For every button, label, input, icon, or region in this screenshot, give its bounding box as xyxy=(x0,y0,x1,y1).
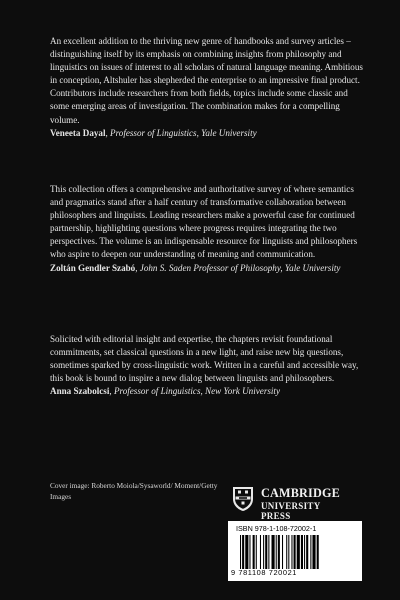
barcode xyxy=(238,535,354,569)
barcode-bar xyxy=(245,535,248,569)
publisher-subtitle: UNIVERSITY PRESS xyxy=(261,501,321,521)
reviewer-affiliation: Professor of Linguistics, Yale University xyxy=(110,127,257,138)
barcode-bar xyxy=(272,535,275,569)
cover-image-credit: Cover image: Roberto Moiola/Sysaworld/ Moment/Getty Images xyxy=(50,481,218,501)
barcode-bar xyxy=(306,535,308,569)
cambridge-shield-icon xyxy=(232,486,254,512)
reviewer-affiliation: John S. Saden Professor of Philosophy, Yale University xyxy=(139,262,341,273)
barcode-bar xyxy=(268,535,269,569)
review-text: An excellent addition to the thriving new genre of handbooks and survey articles – distinguishing itself by its emphasis on combining insights from philosophy and linguistics on issues of interest to all scholars of natural language meaning. Ambitious in conception, Altshuler has shepherded the enterprise to an impressive final product. Contributors include researchers from both fields, topics include some classic and some emerging areas of investigation. The combination makes for a compelling volume. xyxy=(50,36,363,125)
barcode-digits: 9 781108 720021 xyxy=(231,568,297,577)
barcode-bar xyxy=(240,535,241,569)
reviewer-name: Veneeta Dayal xyxy=(50,127,106,138)
review-text: This collection offers a comprehensive and authoritative survey of where semantics and pragmatics stand after a half century of transformative collaboration between philosophers and linguists. Leading researchers make a powerful case for continued partnership, highlighting questions where progress requires integrating the two perspectives. The volume is an indispensable resource for linguists and philosophers who aspire to deepen our understanding of meaning and communication. xyxy=(50,184,358,260)
barcode-bar xyxy=(301,535,303,569)
barcode-bar xyxy=(253,535,255,569)
barcode-bar xyxy=(265,535,267,569)
barcode-bar xyxy=(312,535,315,569)
reviewer-name: Anna Szabolcsi xyxy=(50,386,110,397)
barcode-bar xyxy=(294,535,296,569)
barcode-bar xyxy=(297,535,300,569)
barcode-bar xyxy=(249,535,250,569)
barcode-bar xyxy=(242,535,244,569)
publisher-name: CAMBRIDGE xyxy=(261,486,340,500)
barcode-bar xyxy=(256,535,257,569)
barcode-bar xyxy=(278,535,280,569)
barcode-bar xyxy=(291,535,292,569)
barcode-bar xyxy=(260,535,261,569)
reviewer-name: Zoltán Gendler Szabó xyxy=(50,262,136,273)
barcode-bar xyxy=(310,535,311,569)
review-1: An excellent addition to the thriving new genre of handbooks and survey articles – distinguishing itself by its emphasis on combining insights from philosophy and linguistics on issues of interest to all scholars of natural language meaning. Ambitious in conception, Altshuler has shepherded the enterprise to an impressive final product. Contributors include researchers from both fields, topics include some classic and some emerging areas of investigation. The combination makes for a compelling volume. Veneeta Dayal, Professor of Linguistics, Yale University xyxy=(50,35,368,140)
review-2: This collection offers a comprehensive and authoritative survey of where semantics and pragmatics stand after a half century of transformative collaboration between philosophers and linguists. Leading researchers make a powerful case for continued partnership, highlighting questions where progress requires integrating the two perspectives. The volume is an indispensable resource for linguists and philosophers who aspire to deepen our understanding of meaning and communication. Zoltán Gendler Szabó, John S. Saden Professor of Philosophy, Yale University xyxy=(50,183,368,275)
reviewer-affiliation: Professor of Linguistics, New York University xyxy=(113,386,280,397)
barcode-bar xyxy=(276,535,277,569)
barcode-bar xyxy=(288,535,289,569)
review-3: Solicited with editorial insight and expertise, the chapters revisit foundational commitments, set classical questions in a new light, and raise new big questions, sometimes sparked by cross-linguistic work. Written in a careful and accessible way, this book is bound to inspire a new dialog between linguists and philosophers. Anna Szabolcsi, Professor of Linguistics, New York University xyxy=(50,333,368,398)
barcode-panel xyxy=(228,521,362,581)
barcode-bar xyxy=(317,535,319,569)
publisher-logo xyxy=(228,482,352,521)
isbn-label: ISBN 978-1-108-72002-1 xyxy=(236,524,317,533)
barcode-bar xyxy=(282,535,283,569)
barcode-bar xyxy=(286,535,287,569)
review-text: Solicited with editorial insight and expertise, the chapters revisit foundational commitments, set classical questions in a new light, and raise new big questions, sometimes sparked by cross-linguistic work. Written in a careful and accessible way, this book is bound to inspire a new dialog between linguists and philosophers. xyxy=(50,334,359,384)
barcode-bar xyxy=(304,535,305,569)
barcode-bar xyxy=(263,535,264,569)
